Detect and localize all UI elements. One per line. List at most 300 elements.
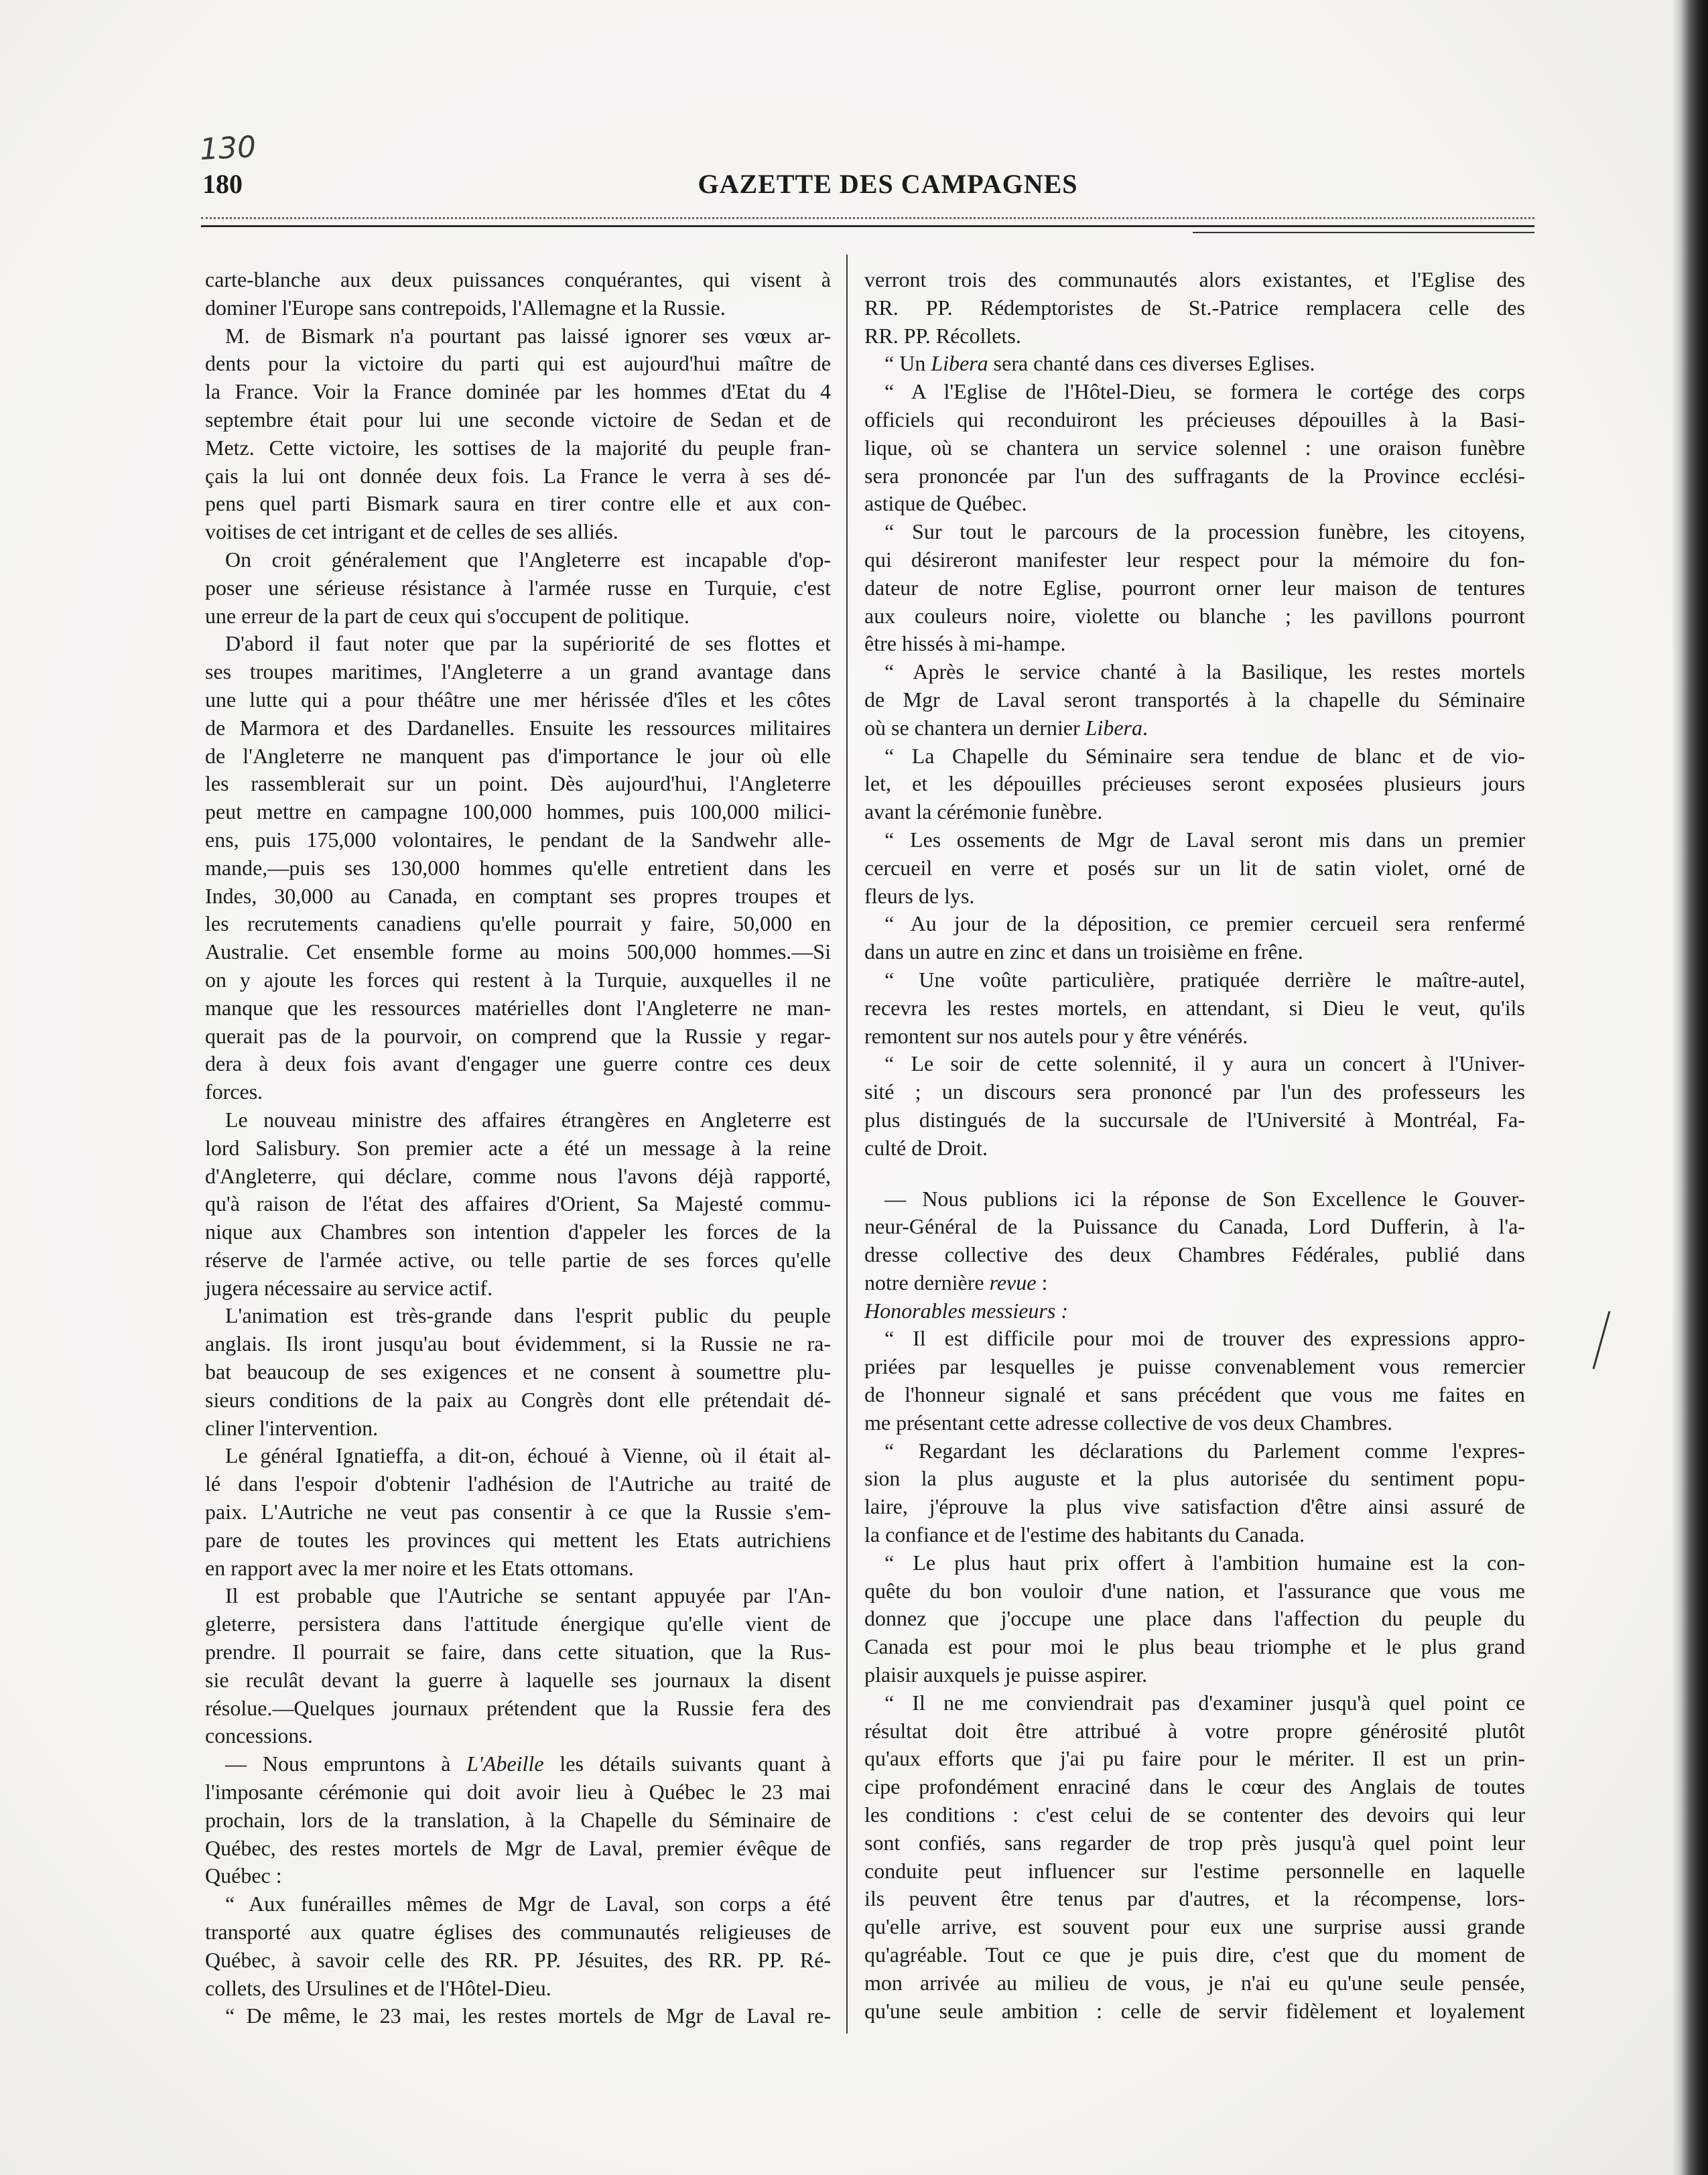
text-line: [205, 1106, 831, 1134]
line-text: M. de Bismark n'a pourtant pas laissé ignorer ses vœux ar-: [225, 323, 831, 348]
text-line: [205, 1666, 831, 1695]
text-line: [864, 630, 1525, 658]
line-text: gleterre, persistera dans l'attitude énergique qu'elle vient de: [205, 1611, 831, 1636]
line-text: Le nouveau ministre des affaires étrangères en Angleterre est: [225, 1107, 831, 1132]
text-segment: :: [1036, 1270, 1048, 1295]
line-text: plaisir auxquels je puisse aspirer.: [864, 1662, 1148, 1687]
line-text: laire, j'éprouve la plus vive satisfaction d'être ainsi assuré de: [864, 1494, 1525, 1519]
text-line: [205, 1526, 831, 1555]
text-line: [205, 266, 831, 294]
text-line: [864, 1297, 1525, 1325]
text-line: [205, 1638, 831, 1666]
line-text: Le général Ignatieffa, a dit-on, échoué à Vienne, où il était al-: [225, 1443, 831, 1468]
text-line: [864, 742, 1525, 771]
line-text: Québec, des restes mortels de Mgr de Laval, premier évêque de: [205, 1835, 831, 1860]
text-line: [864, 686, 1525, 714]
line-text: pare de toutes les provinces qui mettent les Etats autrichiens: [205, 1527, 831, 1552]
line-text: Australie. Cet ensemble forme au moins 500,000 hommes.—Si: [205, 939, 831, 964]
text-line: [205, 714, 831, 742]
text-line: [864, 322, 1525, 350]
text-segment: “ Un: [884, 351, 931, 376]
text-line: [205, 518, 831, 546]
line-text: mande,—puis ses 130,000 hommes qu'elle entretient dans les: [205, 855, 831, 880]
paragraph: [205, 1890, 831, 2002]
text-line: [205, 770, 831, 798]
line-text: forces.: [205, 1079, 263, 1104]
text-line: [205, 994, 831, 1023]
text-line: [205, 574, 831, 602]
text-line: [864, 966, 1525, 994]
paragraph: [205, 1582, 831, 1750]
italic-text: revue: [989, 1270, 1037, 1295]
line-text: on y ajoute les forces qui restent à la Turquie, auxquelles il ne: [205, 967, 831, 992]
text-line: [205, 1498, 831, 1526]
line-text: lique, où se chantera un service solennel : une oraison funèbre: [864, 435, 1525, 460]
text-line: [205, 434, 831, 462]
line-text: sion la plus auguste et la plus autorisée du sentiment popu-: [864, 1466, 1525, 1491]
line-text: peut mettre en campagne 100,000 hommes, puis 100,000 milici-: [205, 799, 831, 824]
text-line: [205, 2002, 831, 2030]
line-text: dresse collective des deux Chambres Fédérales, publié dans: [864, 1242, 1525, 1267]
text-segment: .: [1142, 715, 1148, 740]
text-segment: sera chanté dans ces diverses Eglises.: [988, 351, 1315, 376]
line-text: Indes, 30,000 au Canada, en comptant ses propres troupes et: [205, 883, 831, 908]
paragraph: [205, 1750, 831, 1890]
line-text: septembre était pour lui une seconde victoire de Sedan et de: [205, 407, 831, 432]
line-text: lord Salisbury. Son premier acte a été un message à la reine: [205, 1135, 831, 1160]
line-text: de Mgr de Laval seront transportés à la chapelle du Séminaire: [864, 687, 1525, 712]
text-line: [205, 910, 831, 938]
line-text: verront trois des communautés alors existantes, et l'Eglise des: [864, 267, 1525, 291]
text-line: [864, 434, 1525, 462]
line-text: “ Il est difficile pour moi de trouver des expressions appro-: [884, 1326, 1525, 1351]
line-text: en rapport avec la mer noire et les Etats ottomans.: [205, 1555, 634, 1580]
text-segment: notre dernière: [864, 1270, 990, 1295]
paragraph: [864, 910, 1525, 966]
line-text: résolue.—Quelques journaux prétendent que la Russie fera des: [205, 1695, 831, 1720]
text-line: [864, 658, 1525, 686]
text-line: [864, 1269, 1525, 1297]
page-number: 180: [202, 169, 243, 199]
line-text: carte-blanche aux deux puissances conquérantes, qui visent à: [205, 267, 831, 291]
paragraph: [864, 1437, 1525, 1549]
text-line: [205, 1975, 831, 2003]
text-line: [864, 770, 1525, 798]
paragraph: [205, 322, 831, 546]
text-line: [205, 1023, 831, 1051]
text-line: [864, 994, 1525, 1023]
line-text: neur-Général de la Puissance du Canada, Lord Dufferin, à l'a-: [864, 1214, 1525, 1239]
line-text: “ Après le service chanté à la Basilique, les restes mortels: [884, 659, 1525, 684]
text-line: [864, 1050, 1525, 1078]
text-line: [205, 602, 831, 631]
text-line: [205, 350, 831, 378]
line-text: recevra les restes mortels, en attendant, si Dieu le veut, qu'ils: [864, 995, 1525, 1020]
text-line: [864, 1689, 1525, 1717]
line-text: “ Sur tout le parcours de la procession funèbre, les citoyens,: [884, 519, 1525, 544]
header-double-rule: [1193, 232, 1534, 233]
text-line: [864, 1437, 1525, 1465]
line-text: çais la lui ont donnée deux fois. La France le verra à ses dé-: [205, 463, 831, 488]
line-text: On croit généralement que l'Angleterre est incapable d'op-: [225, 547, 831, 572]
line-text: — Nous publions ici la réponse de Son Excellence le Gouver-: [884, 1186, 1525, 1211]
paragraph: [205, 630, 831, 1106]
text-line: [864, 1106, 1525, 1134]
text-line: [864, 714, 1525, 742]
text-line: [864, 1633, 1525, 1661]
text-line: [864, 882, 1525, 911]
left-column: [205, 266, 831, 2030]
text-line: [864, 350, 1525, 378]
text-line: [205, 826, 831, 854]
line-text: querait pas de la pourvoir, on comprend que la Russie y regar-: [205, 1023, 831, 1048]
text-line: [864, 378, 1525, 406]
text-line: [864, 1381, 1525, 1409]
line-text: me présentant cette adresse collective de vos deux Chambres.: [864, 1410, 1393, 1435]
text-line: [205, 798, 831, 826]
line-text: conduite peut influencer sur l'estime personnelle en laquelle: [864, 1858, 1525, 1883]
salutation: [864, 1297, 1525, 1325]
line-text: prendre. Il pourrait se faire, dans cette situation, que la Rus-: [205, 1640, 831, 1664]
line-text: priées par lesquelles je puisse convenablement vous remercier: [864, 1354, 1525, 1379]
line-text: plus distingués de la succursale de l'Université à Montréal, Fa-: [864, 1107, 1525, 1132]
text-line: [864, 266, 1525, 294]
text-line: [864, 1913, 1525, 1941]
text-line: [864, 1465, 1525, 1493]
line-text: “ Le plus haut prix offert à l'ambition humaine est la con-: [884, 1550, 1525, 1575]
pencil-mark: [1588, 1310, 1615, 1370]
line-text: cipe profondément enraciné dans le cœur des Anglais de toutes: [864, 1774, 1525, 1799]
line-text: voitises de cet intrigant et de celles de ses alliés.: [205, 519, 618, 544]
line-text: ens, puis 175,000 volontaires, le pendant de la Sandwehr alle-: [205, 827, 831, 852]
line-text: ses troupes maritimes, l'Angleterre a un grand avantage dans: [205, 659, 831, 684]
italic-text: Libera: [931, 351, 988, 376]
text-line: [864, 1605, 1525, 1633]
text-line: [864, 938, 1525, 966]
line-text: qu'elle arrive, est souvent pour eux une surprise aussi grande: [864, 1914, 1525, 1939]
text-line: [205, 658, 831, 686]
text-line: [864, 1549, 1525, 1577]
paragraph: [864, 1325, 1525, 1437]
text-line: [864, 462, 1525, 490]
paragraph: [864, 826, 1525, 910]
text-line: [205, 742, 831, 771]
text-line: [205, 1470, 831, 1498]
line-text: L'animation est très-grande dans l'esprit public du peuple: [225, 1303, 831, 1328]
line-text: Québec :: [205, 1863, 282, 1888]
line-text: de l'Angleterre ne manquent pas d'importance le jour où elle: [205, 743, 831, 768]
paragraph: [205, 2002, 831, 2030]
line-text: qu'une seule ambition : celle de servir fidèlement et loyalement: [864, 1998, 1525, 2023]
text-line: [205, 1582, 831, 1610]
text-line: [205, 966, 831, 994]
italic-text: Honorables messieurs :: [864, 1298, 1068, 1323]
text-line: [864, 1078, 1525, 1106]
text-line: [205, 1778, 831, 1806]
paragraph: [864, 966, 1525, 1050]
line-text: “ Il ne me conviendrait pas d'examiner jusqu'à quel point ce: [884, 1690, 1525, 1715]
line-text: de l'honneur signalé et sans précédent que vous me faites en: [864, 1382, 1525, 1407]
line-text: sieurs conditions de la paix au Congrès dont elle prétendait dé-: [205, 1387, 831, 1412]
line-text: collets, des Ursulines et de l'Hôtel-Dieu.: [205, 1975, 551, 2000]
line-text: dents pour la victoire du parti qui est aujourd'hui maître de: [205, 351, 831, 376]
line-text: qu'agréable. Tout ce que je puis dire, c'est que du moment de: [864, 1942, 1525, 1967]
text-line: [205, 1218, 831, 1246]
masthead-title: GAZETTE DES CAMPAGNES: [698, 169, 1078, 199]
paragraph: [864, 266, 1525, 350]
text-line: [205, 854, 831, 882]
text-line: [205, 294, 831, 322]
line-text: anglais. Ils iront jusqu'au bout évidemment, si la Russie ne ra-: [205, 1331, 831, 1356]
text-line: [205, 1947, 831, 1975]
line-text: dateur de notre Eglise, pourront orner leur maison de tentures: [864, 575, 1525, 600]
text-line: [864, 574, 1525, 602]
line-text: “ Le soir de cette solennité, il y aura un concert à l'Univer-: [884, 1051, 1525, 1076]
line-text: lé dans l'espoir d'obtenir l'adhésion de l'Autriche au traité de: [205, 1471, 831, 1496]
text-line: [205, 1358, 831, 1386]
line-text: Canada est pour moi le plus beau triomphe et le plus grand: [864, 1634, 1525, 1659]
line-text: sité ; un discours sera prononcé par l'un des professeurs les: [864, 1079, 1525, 1104]
text-line: [205, 1386, 831, 1414]
line-text: [864, 1299, 1068, 1323]
line-text: concessions.: [205, 1723, 313, 1748]
text-line: [205, 938, 831, 966]
text-line: [205, 686, 831, 714]
text-line: [864, 1801, 1525, 1829]
line-text: manque que les ressources matérielles dont l'Angleterre ne man-: [205, 995, 831, 1020]
line-text: la France. Voir la France dominée par les hommes d'Etat du 4: [205, 379, 831, 404]
line-text: prochain, lors de la translation, à la Chapelle du Séminaire de: [205, 1807, 831, 1832]
line-text: “ Une voûte particulière, pratiquée derrière le maître-autel,: [884, 967, 1525, 992]
header-dotted-rule: [201, 217, 1534, 219]
line-text: l'imposante cérémonie qui doit avoir lieu à Québec le 23 mai: [205, 1780, 831, 1804]
text-line: [864, 1134, 1525, 1163]
line-text: résultat doit être attribué à votre propre générosité plutôt: [864, 1718, 1525, 1743]
line-text: [864, 1270, 1047, 1295]
text-line: [864, 1969, 1525, 1997]
line-text: la confiance et de l'estime des habitants du Canada.: [864, 1522, 1305, 1547]
text-line: [205, 406, 831, 434]
text-line: [205, 1414, 831, 1443]
text-line: [864, 1325, 1525, 1353]
text-line: [205, 322, 831, 350]
text-line: [864, 1409, 1525, 1437]
column-divider: [846, 255, 848, 2034]
text-line: [205, 1695, 831, 1723]
line-text: [884, 351, 1315, 375]
text-line: [205, 1163, 831, 1191]
text-line: [205, 1750, 831, 1778]
line-text: RR. PP. Récollets.: [864, 323, 1021, 348]
text-line: [864, 1997, 1525, 2026]
text-line: [864, 1213, 1525, 1241]
text-line: [205, 1862, 831, 1890]
paragraph: [864, 658, 1525, 742]
line-text: qu'aux efforts que j'ai pu faire pour le mériter. Il est un prin-: [864, 1746, 1525, 1771]
text-line: [864, 518, 1525, 546]
text-line: [205, 1835, 831, 1863]
text-line: [864, 490, 1525, 518]
line-text: donnez que j'occupe une place dans l'affection du peuple du: [864, 1606, 1525, 1631]
text-line: [864, 1661, 1525, 1689]
text-line: [864, 1185, 1525, 1213]
text-line: [205, 630, 831, 658]
text-segment: — Nous empruntons à: [225, 1752, 467, 1776]
line-text: dans un autre en zinc et dans un troisième en frêne.: [864, 939, 1303, 964]
text-line: [864, 294, 1525, 322]
header-rule: [201, 225, 1534, 227]
text-line: [205, 1806, 831, 1835]
text-line: [205, 546, 831, 574]
text-line: [205, 1134, 831, 1163]
line-text: jugera nécessaire au service actif.: [205, 1275, 493, 1300]
text-line: [864, 1577, 1525, 1605]
italic-text: L'Abeille: [466, 1752, 544, 1776]
text-line: [205, 490, 831, 518]
paragraph: [205, 1302, 831, 1442]
text-line: [205, 378, 831, 406]
paragraph: [864, 518, 1525, 658]
line-text: “ Aux funérailles mêmes de Mgr de Laval, son corps a été: [225, 1892, 831, 1916]
line-text: pens quel parti Bismark saura en tirer contre elle et aux con-: [205, 491, 831, 516]
line-text: culté de Droit.: [864, 1135, 988, 1160]
line-text: remontent sur nos autels pour y être vénérés.: [864, 1023, 1248, 1048]
line-text: transporté aux quatre églises des communautés religieuses de: [205, 1920, 831, 1945]
text-line: [864, 1745, 1525, 1773]
line-text: “ Regardant les déclarations du Parlement comme l'expres-: [884, 1438, 1525, 1463]
text-line: [205, 1890, 831, 1918]
line-text: Metz. Cette victoire, les sottises de la majorité du peuple fran-: [205, 435, 831, 460]
line-text: être hissés à mi-hampe.: [864, 631, 1066, 656]
text-line: [864, 1829, 1525, 1857]
paragraph: [864, 1185, 1525, 1297]
line-text: de Marmora et des Dardanelles. Ensuite les ressources militaires: [205, 715, 831, 740]
line-text: “ A l'Eglise de l'Hôtel-Dieu, se formera le cortége des corps: [884, 379, 1525, 404]
italic-text: Libera: [1085, 715, 1142, 740]
line-text: [225, 1752, 831, 1776]
line-text: sera prononcée par l'un des suffragants de la Province ecclési-: [864, 463, 1525, 488]
line-text: qu'à raison de l'état des affaires d'Orient, Sa Majesté commu-: [205, 1191, 831, 1216]
line-text: D'abord il faut noter que par la supériorité de ses flottes et: [225, 631, 831, 656]
text-line: [205, 1918, 831, 1947]
line-text: “ Au jour de la déposition, ce premier cercueil sera renfermé: [884, 911, 1525, 936]
line-text: fleurs de lys.: [864, 883, 975, 908]
paragraph: [205, 1442, 831, 1582]
text-line: [205, 1190, 831, 1218]
line-text: cercueil en verre et posés sur un lit de satin violet, orné de: [864, 855, 1525, 880]
line-text: dominer l'Europe sans contrepoids, l'Allemagne et la Russie.: [205, 295, 726, 320]
line-text: “ Les ossements de Mgr de Laval seront mis dans un premier: [884, 827, 1525, 852]
line-text: aux couleurs noire, violette ou blanche ; les pavillons pourront: [864, 603, 1525, 628]
paragraph: [205, 1106, 831, 1303]
line-text: [864, 716, 1148, 740]
text-line: [864, 1773, 1525, 1801]
line-text: astique de Québec.: [864, 491, 1027, 516]
line-text: sie reculât devant la guerre à laquelle ses journaux la disent: [205, 1667, 831, 1692]
text-line: [205, 1078, 831, 1106]
binding-gutter: [1672, 0, 1708, 2175]
line-text: “ De même, le 23 mai, les restes mortels de Mgr de Laval re-: [225, 2003, 831, 2028]
line-text: les rassemblerait sur un point. Dès aujourd'hui, l'Angleterre: [205, 771, 831, 796]
text-line: [205, 1330, 831, 1358]
line-text: let, et les dépouilles précieuses seront exposées plusieurs jours: [864, 771, 1525, 796]
text-line: [864, 826, 1525, 854]
text-line: [864, 1353, 1525, 1381]
text-line: [205, 1302, 831, 1330]
text-line: [864, 546, 1525, 574]
line-text: “ La Chapelle du Séminaire sera tendue de blanc et de vio-: [884, 743, 1525, 768]
paragraph: [864, 1050, 1525, 1162]
text-line: [205, 1610, 831, 1638]
text-line: [864, 1717, 1525, 1745]
line-text: une lutte qui a pour théâtre une mer hérissée d'îles et les côtes: [205, 687, 831, 712]
paragraph: [864, 350, 1525, 378]
line-text: mon arrivée au milieu de vous, je n'ai eu qu'une seule pensée,: [864, 1970, 1525, 1995]
line-text: officiels qui reconduiront les précieuses dépouilles à la Basi-: [864, 407, 1525, 432]
text-line: [864, 1241, 1525, 1269]
line-text: ils peuvent être tenus par d'autres, et la récompense, lors-: [864, 1886, 1525, 1911]
text-segment: les détails suivants quant à: [543, 1752, 832, 1776]
text-line: [205, 1555, 831, 1583]
text-line: [864, 854, 1525, 882]
line-text: les recrutements canadiens qu'elle pourrait y faire, 50,000 en: [205, 911, 831, 936]
paragraph: [864, 1549, 1525, 1689]
paragraph: [205, 546, 831, 630]
line-text: bat beaucoup de ses exigences et ne consent à soumettre plu-: [205, 1360, 831, 1384]
line-text: sont confiés, sans regarder de trop près jusqu'à quel point leur: [864, 1830, 1525, 1855]
line-text: poser une sérieuse résistance à l'armée russe en Turquie, c'est: [205, 575, 831, 600]
paragraph: [864, 378, 1525, 518]
text-line: [205, 882, 831, 911]
text-line: [864, 1857, 1525, 1886]
line-text: cliner l'intervention.: [205, 1415, 379, 1440]
text-line: [864, 1493, 1525, 1521]
paragraph: [205, 266, 831, 322]
paragraph: [864, 742, 1525, 826]
text-line: [864, 910, 1525, 938]
line-text: dera à deux fois avant d'engager une guerre contre ces deux: [205, 1051, 831, 1076]
line-text: nique aux Chambres son intention d'appeler les forces de la: [205, 1220, 831, 1244]
text-line: [205, 1442, 831, 1470]
line-text: Québec, à savoir celle des RR. PP. Jésuites, des RR. PP. Ré-: [205, 1947, 831, 1972]
line-text: qui désireront manifester leur respect pour la mémoire du fon-: [864, 547, 1525, 572]
text-line: [205, 1722, 831, 1750]
text-line: [864, 1885, 1525, 1913]
line-text: d'Angleterre, qui déclare, comme nous l'avons déjà rapporté,: [205, 1163, 831, 1188]
text-segment: où se chantera un dernier: [864, 715, 1086, 740]
text-line: [205, 462, 831, 490]
right-column: [864, 266, 1525, 2025]
text-line: [205, 1274, 831, 1303]
handwritten-page-number: 130: [198, 129, 257, 168]
text-line: [864, 602, 1525, 631]
line-text: paix. L'Autriche ne veut pas consentir à ce que la Russie s'em-: [205, 1500, 831, 1524]
line-text: RR. PP. Rédemptoristes de St.-Patrice remplacera celle des: [864, 295, 1525, 320]
line-text: Il est probable que l'Autriche se sentant appuyée par l'An-: [225, 1583, 831, 1608]
text-line: [864, 1941, 1525, 1969]
paragraph: [864, 1689, 1525, 2026]
line-text: avant la cérémonie funèbre.: [864, 799, 1103, 824]
text-line: [864, 1023, 1525, 1051]
line-text: réserve de l'armée active, ou telle partie de ses forces qu'elle: [205, 1247, 831, 1272]
text-line: [864, 406, 1525, 434]
line-text: les conditions : c'est celui de se contenter des devoirs qui leur: [864, 1802, 1525, 1827]
text-line: [205, 1246, 831, 1274]
text-line: [864, 1521, 1525, 1549]
line-text: quête du bon vouloir d'une nation, et l'assurance que vous me: [864, 1578, 1525, 1603]
text-line: [205, 1050, 831, 1078]
line-text: une erreur de la part de ceux qui s'occupent de politique.: [205, 603, 689, 628]
